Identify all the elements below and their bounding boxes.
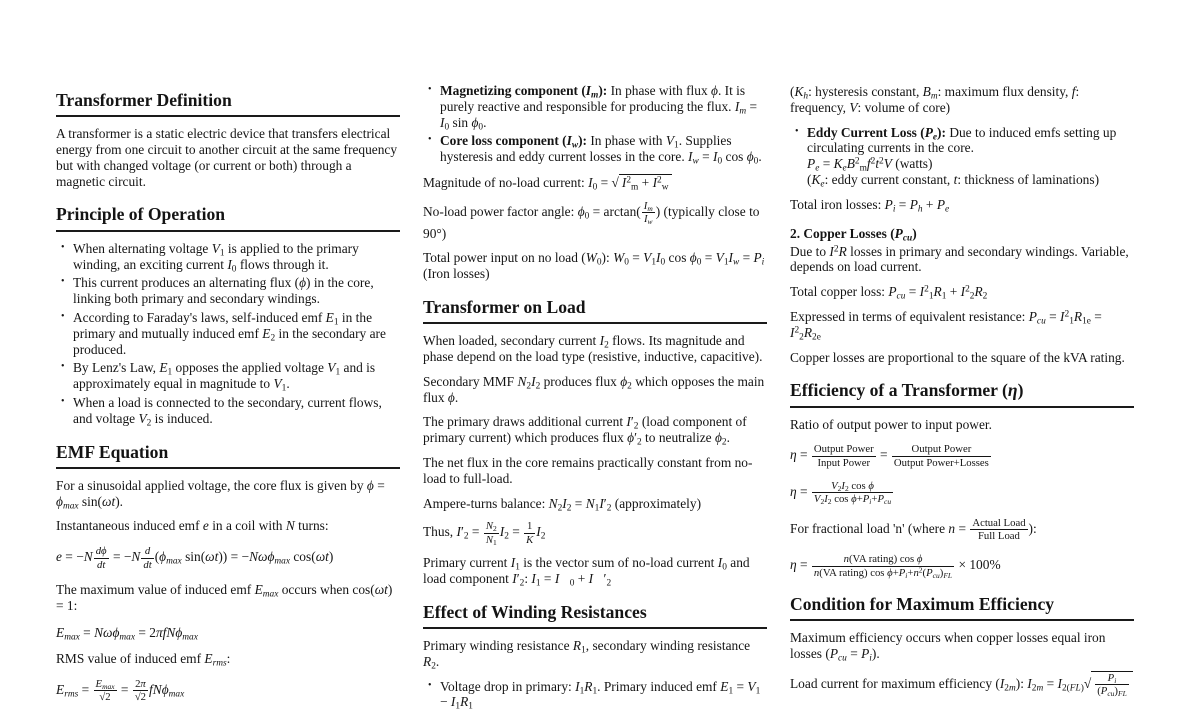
paragraph: Primary winding resistance $R_1$, secondary winding resistance $R_2$. [423,637,751,672]
paragraph: Load current for maximum efficiency $(I_{2m})$: $I_{2m} = I_{2(FL)}√$ $\frac{P_i}{(P_{cu})_{FL}}$ [790,671,1134,698]
paragraph: Magnitude of no-load current: $I_0$ = √ $I^2_m + I^2_w$ [423,174,767,191]
heading-efficiency-of-a-transformer: Efficiency of a Transformer (η) [790,380,1134,407]
paragraph: Due to $I^2R$ losses in primary and secondary windings. Variable, depends on load current. [790,243,1129,275]
paragraph: When loaded, secondary current $I_2$ flows. Its magnitude and phase depend on the load type (resistive, inductive, capacitive). [423,333,763,364]
list-item: • Magnetizing component $(I_m)$: In phase with flux ϕ. It is purely reactive and responsible for producing the flux. $I_m = I_0$ $\sin \phi_0$. [428,83,767,130]
bullet-list [790,125,1134,188]
paragraph: The primary draws additional current $I'_2$ (load component of primary current) which produces flux $\phi'_2$ to neutralize $\phi_2$. [423,414,747,448]
paragraph: Ampere-turns balance: $N_2I_2 = N_1I'_2$ (approximately) [423,495,702,514]
list-item: • Voltage drop in primary: $I_1R_1$. Primary induced emf $E_1 = V_1 - I_1R_1$ [428,679,767,711]
paragraph: Thus, $I'_2$ = $\frac{N_2}{N_1}$ $I_2$ = $\frac{1}{K}$ $I_2$ [423,520,546,547]
heading-effect-of-winding-resistances: Effect of Winding Resistances [423,602,767,629]
list-item: • Eddy Current Loss $(P_e)$: Due to induced emfs setting up circulating currents in the core. $P_e = K_eB^2_mf^2t^2V$ (watts) ($K_e$: eddy current constant, t: thickness of laminations) [795,125,1134,188]
column-3 [790,75,1134,699]
paragraph: No-load power factor angle: $\phi_0 = \arctan$( $\frac{I_m}{I_w}$ ) (typically close to 90°) [423,199,760,241]
heading-condition-for-maximum-efficiency: Condition for Maximum Efficiency [790,594,1134,621]
heading-transformer-on-load: Transformer on Load [423,297,767,324]
bullet-list [423,83,767,165]
formula: η = $\frac{\text{Output Power}}{\text{Input Power}}$ = $\frac{\text{Output Power}}{\text{Output Power+Losses}}$ [790,443,989,469]
list-item: • By Lenz's Law, $E_1$ opposes the applied voltage $V_1$ and is approximately equal in magnitude to $V_1$. [61,360,400,392]
paragraph: Copper losses are proportional to the square of the kVA rating. [790,349,1125,365]
paragraph: The net flux in the core remains practically constant from no-load to full-load. [423,455,753,486]
formula: η = $\frac{V_2I_2 \cos \phi}{V_2I_2 \cos \phi+P_i+P_{cu}}$ [790,480,892,507]
paragraph: Total power input on no load $(W_0)$: $W_0 = V_1I_0$ $\cos \phi_0 = V_1I_w = P_i$ (Iron losses) [423,250,765,282]
formula: η = $\frac{\text{n(VA rating) cos ϕ}}{n(VA rating) \cos \phi+P_i+n^2(P_{cu})_{FL}}$ × 100% [790,553,1001,580]
list-item: • When alternating voltage $V_1$ is applied to the primary winding, an exciting current $I_0$ flows through it. [61,241,400,273]
paragraph: Total copper loss: $P_{cu} = I^2_1R_1 + I^2_2R_2$ [790,284,988,302]
formula: $E_{rms}$ = $\frac{E_{max}}{√2}$ = $\frac{2\pi}{√2}$ fNϕ$_{max}$ [56,678,185,704]
list-item: • According to Faraday's laws, self-induced emf $E_1$ in the primary and mutually induced emf $E_2$ in the secondary are produced. [61,310,400,357]
paragraph: A transformer is a static electric device that transfers electrical energy from one circuit to another circuit at the same frequency but with changed voltage (or current or both) through a magnetic circuit. [56,126,398,189]
paragraph: Expressed in terms of equivalent resistance: $P_{cu} = I^2_1R_{1e} = I^2_2R_{2e}$ [790,308,1102,343]
paragraph: Ratio of output power to input power. [790,416,992,432]
bullet-list [56,241,400,427]
heading-emf-equation: EMF Equation [56,442,400,469]
paragraph: The maximum value of induced emf $E_{max}$ occurs when cos(ωt) = 1: [56,581,393,613]
paragraph: Primary current $I_1$ is the vector sum of no-load current $I_0$ and load component $I'_2$: $I_1$ = $I⃗_0$ + $I⃗'_2$ [423,555,750,589]
column-2 [423,75,767,712]
paragraph: For a sinusoidal applied voltage, the core flux is given by $\phi = \phi_{max}$ sin(ωt). [56,477,385,512]
formula: $E_{max} = N\omega\phi_{max} = 2\pi fN\phi_{max}$ [56,624,198,643]
subheading-copper-losses: 2. Copper Losses $(P_{cu})$ [790,225,917,244]
heading-principle-of-operation: Principle of Operation [56,204,400,231]
paragraph: Total iron losses: $P_i = P_h + P_e$ [790,196,950,215]
bullet-list [423,679,767,711]
column-1 [56,75,400,704]
paragraph: RMS value of induced emf $E_{rms}$: [56,651,231,669]
paragraph: ($K_h$: hysteresis constant, $B_m$: maximum flux density, f: frequency, V: volume of core) [790,84,1080,115]
paragraph: Secondary MMF $N_2I_2$ produces flux $\phi_2$ which opposes the main flux ϕ. [423,373,765,405]
list-item: • Core loss component $(I_w)$: In phase with $V_1$. Supplies hysteresis and eddy current losses in the core. $I_w = I_0$ $\cos \phi_0$. [428,133,767,165]
paragraph: Maximum efficiency occurs when copper losses equal iron losses $(P_{cu} = P_i)$. [790,630,1106,664]
list-item: • This current produces an alternating flux (ϕ) in the core, linking both primary and secondary windings. [61,275,400,307]
formula: e = −N $\frac{d\phi}{dt}$ = −N $\frac{d}{dt}$ ($\phi_{max}$ sin(ωt)) = −Nωϕ$_{max}$ cos(ωt) [56,545,334,571]
paragraph: For fractional load 'n' (where n = $\frac{\text{Actual Load}}{\text{Full Load}}$ ): [790,516,1037,542]
list-item: • When a load is connected to the secondary, current flows, and voltage $V_2$ is induced. [61,395,400,427]
paragraph: Instantaneous induced emf e in a coil with N turns: [56,518,329,534]
heading-transformer-definition: Transformer Definition [56,90,400,117]
